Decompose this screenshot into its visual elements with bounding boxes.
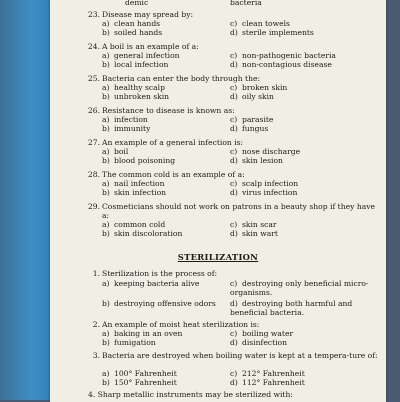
option-letter: d) [230,188,238,197]
question-stem: Bacteria are destroyed when boiling water is kept at a tempera-ture of: [102,351,378,360]
option-text: 150° Fahrenheit [114,378,177,387]
option-text: local infection [114,60,169,69]
fragment-a: demic [125,0,149,7]
option-letter: a) [102,115,110,124]
option-letter: a) [102,369,110,378]
option-text: common cold [114,220,166,229]
option-letter: a) [102,329,110,338]
option-letter: b) [102,299,110,308]
option-letter: a) [102,51,110,60]
option-letter: d) [230,156,238,165]
option-text: nose discharge [242,147,301,156]
option-text: keeping bacteria alive [114,279,200,288]
option-letter: a) [102,220,110,229]
option-c [230,280,378,297]
option-b [102,125,150,134]
option-text: clean towels [242,19,290,28]
option-text: sterile implements [242,28,314,37]
option-letter: a) [102,83,110,92]
option-text: broken skin [242,83,288,92]
option-text: blood poisoning [114,156,176,165]
option-b [102,61,168,70]
option-letter: a) [102,19,110,28]
fragment-c: bacteria [230,0,262,7]
question-stem: A boil is an example of a: [102,42,199,51]
option-b [102,379,177,388]
option-letter: c) [230,83,238,92]
option-letter: c) [230,369,238,378]
option-letter: b) [102,92,110,101]
option-text: skin infection [114,188,167,197]
option-d [230,189,297,198]
option-text: boil [114,147,129,156]
question-number: 1. [92,269,100,278]
option-d [230,93,274,102]
question-number: 24. [87,42,100,51]
question-number: 25. [87,74,100,83]
option-d [230,125,268,134]
option-text: baking in an oven [114,329,183,338]
bottom-fragment [50,391,386,399]
option-text: disinfection [242,338,288,347]
option-letter: d) [230,60,238,69]
question-number: 28. [87,170,100,179]
option-b [102,157,175,166]
option-text: non-contagious disease [242,60,332,69]
option-text: destroying offensive odors [114,299,216,308]
option-text: infection [114,115,148,124]
option-text: skin discoloration [114,229,183,238]
question-number: 3. [92,351,100,360]
option-letter: a) [102,147,110,156]
option-b [102,230,182,239]
option-letter: d) [230,92,238,101]
option-letter: b) [102,156,110,165]
option-text: unbroken skin [114,92,170,101]
option-b [102,29,162,38]
question-stem: Cosmeticians should not work on patrons in a beauty shop if they have a: [102,202,376,220]
question-stem: Disease may spread by: [102,10,194,19]
option-text: 112° Fahrenheit [242,378,305,387]
option-d [230,29,314,38]
option-letter: a) [102,279,110,288]
option-text: immunity [114,124,151,133]
option-letter: c) [230,179,238,188]
option-text: boiling water [242,329,294,338]
option-letter: b) [102,378,110,387]
question-stem: The common cold is an example of a: [102,170,245,179]
option-letter: c) [230,279,238,288]
option-letter: c) [230,51,238,60]
option-text: soiled hands [114,28,163,37]
section-title: STERILIZATION [177,252,259,262]
option-a [102,280,199,289]
option-text: destroying both harmful and beneficial bacteria. [230,299,353,317]
option-text: clean hands [114,19,161,28]
question-number: 2. [92,320,100,329]
option-letter: d) [230,338,238,347]
option-letter: d) [230,378,238,387]
question-stem: Bacteria can enter the body through the: [102,74,261,83]
option-letter: d) [230,299,238,308]
option-letter: b) [102,229,110,238]
question-stem: An example of moist heat sterilization is: [102,320,260,329]
question-stem: Resistance to disease is known as: [102,106,235,115]
option-text: skin lesion [242,156,283,165]
option-text: 100° Fahrenheit [114,369,177,378]
option-text: oily skin [242,92,274,101]
option-text: destroying only beneficial micro-organisms. [230,279,369,297]
option-d [230,230,278,239]
book-page [50,0,386,402]
option-letter: b) [102,124,110,133]
option-b [102,339,156,348]
option-letter: b) [102,28,110,37]
option-d [230,339,287,348]
option-letter: b) [102,60,110,69]
question-stem: Sterilization is the process of: [102,269,218,278]
question-number: 27. [87,138,100,147]
option-letter: d) [230,28,238,37]
option-b [102,93,169,102]
option-letter: c) [230,19,238,28]
option-text: healthy scalp [114,83,165,92]
option-text: fumigation [114,338,156,347]
option-b [102,300,216,309]
option-d [230,61,332,70]
option-text: skin scar [242,220,277,229]
option-letter: c) [230,329,238,338]
top-fragment [50,0,386,10]
question-number: 23. [87,10,100,19]
option-text: nail infection [114,179,165,188]
option-letter: c) [230,147,238,156]
option-letter: c) [230,115,238,124]
option-b [102,189,166,198]
option-text: scalp infection [242,179,299,188]
option-d [230,379,305,388]
option-d [230,300,378,317]
option-d [230,157,283,166]
option-text: skin wart [242,229,278,238]
option-text: fungus [242,124,269,133]
option-text: non-pathogenic bacteria [242,51,336,60]
option-letter: b) [102,188,110,197]
option-text: parasite [242,115,274,124]
question-number: 29. [87,202,100,211]
option-text: general infection [114,51,180,60]
question-number: 26. [87,106,100,115]
option-text: virus infection [242,188,298,197]
option-letter: d) [230,229,238,238]
option-letter: a) [102,179,110,188]
fragment-text: 4. Sharp metallic instruments may be sterilized with: [88,391,293,399]
option-letter: b) [102,338,110,347]
question-stem: An example of a general infection is: [102,138,244,147]
option-letter: d) [230,124,238,133]
option-letter: c) [230,220,238,229]
option-text: 212° Fahrenheit [242,369,305,378]
